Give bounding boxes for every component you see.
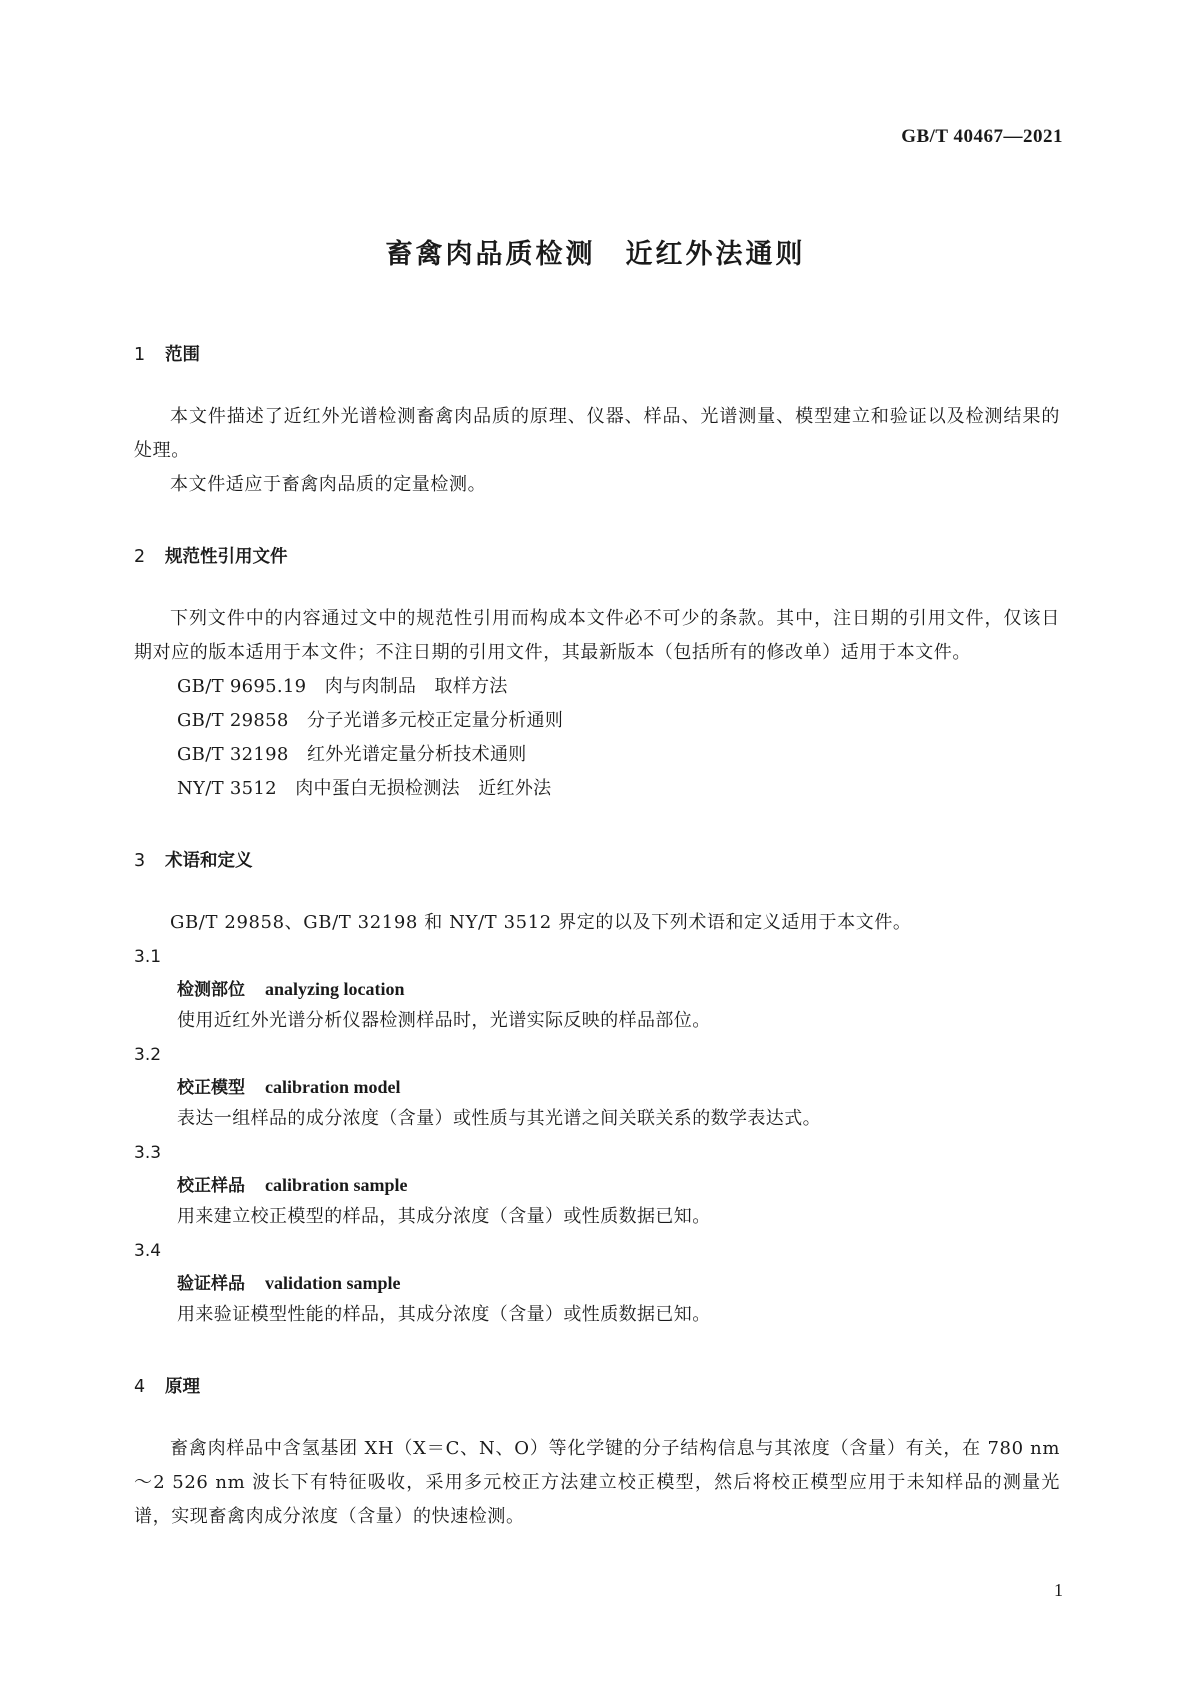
section-4-heading (134, 1372, 1060, 1402)
section-1-heading (134, 340, 1060, 370)
section-3-heading (134, 846, 1060, 876)
term-definition: 用来建立校正模型的样品，其成分浓度（含量）或性质数据已知。 (177, 1206, 711, 1227)
reference-item: GB/T 9695.19 肉与肉制品 取样方法 (177, 676, 508, 697)
term-zh: 校正模型 (177, 1078, 245, 1098)
term-definition: 用来验证模型性能的样品，其成分浓度（含量）或性质数据已知。 (177, 1304, 711, 1325)
document-body (134, 340, 1060, 1534)
term-number: 3.3 (134, 1143, 162, 1163)
section-title: 规范性引用文件 (165, 547, 288, 567)
section-title: 原理 (165, 1377, 200, 1397)
standard-code: GB/T 40467—2021 (901, 126, 1063, 147)
reference-item: GB/T 32198 红外光谱定量分析技术通则 (177, 744, 527, 765)
terms-intro: GB/T 29858、GB/T 32198 和 NY/T 3512 界定的以及下列术语和定义适用于本文件。 (170, 912, 912, 933)
term-definition: 表达一组样品的成分浓度（含量）或性质与其光谱之间关联关系的数学表达式。 (177, 1108, 821, 1129)
section-title: 术语和定义 (165, 851, 253, 871)
term-en: calibration model (265, 1077, 401, 1097)
term-zh: 验证样品 (177, 1274, 245, 1294)
document-title: 畜禽肉品质检测 近红外法通则 (385, 239, 806, 270)
reference-item: NY/T 3512 肉中蛋白无损检测法 近红外法 (177, 778, 552, 799)
term-number: 3.4 (134, 1241, 162, 1261)
term-number: 3.1 (134, 947, 162, 967)
scope-paragraph: 本文件适应于畜禽肉品质的定量检测。 (170, 474, 487, 495)
term-definition: 使用近红外光谱分析仪器检测样品时，光谱实际反映的样品部位。 (177, 1010, 711, 1031)
principle-paragraph: 畜禽肉样品中含氢基团 XH（X＝C、N、O）等化学键的分子结构信息与其浓度（含量）有关，在 780 nm～2 526 nm 波长下有特征吸收，采用多元校正方法建立校正模型，然后将校正模型应用于未知样品的测量光谱，实现畜禽肉成分浓度（含量）的快速检测。 (134, 1438, 1060, 1527)
page-number: 1 (1054, 1580, 1063, 1600)
term-en: calibration sample (265, 1175, 408, 1195)
section-title: 范围 (165, 345, 200, 365)
term-heading (134, 1170, 1060, 1200)
scope-paragraph: 本文件描述了近红外光谱检测畜禽肉品质的原理、仪器、样品、光谱测量、模型建立和验证以及检测结果的处理。 (134, 406, 1060, 461)
section-number: 4 (134, 1377, 146, 1397)
section-2-heading (134, 542, 1060, 572)
section-number: 3 (134, 851, 146, 871)
term-en: validation sample (265, 1273, 401, 1293)
term-zh: 校正样品 (177, 1176, 245, 1196)
term-en: analyzing location (265, 979, 405, 999)
references-intro: 下列文件中的内容通过文中的规范性引用而构成本文件必不可少的条款。其中，注日期的引用文件，仅该日期对应的版本适用于本文件；不注日期的引用文件，其最新版本（包括所有的修改单）适用于本文件。 (134, 608, 1060, 663)
section-number: 2 (134, 547, 146, 567)
term-number: 3.2 (134, 1045, 162, 1065)
term-heading (134, 974, 1060, 1004)
term-heading (134, 1268, 1060, 1298)
section-number: 1 (134, 345, 146, 365)
term-zh: 检测部位 (177, 980, 245, 1000)
reference-item: GB/T 29858 分子光谱多元校正定量分析通则 (177, 710, 564, 731)
term-heading (134, 1072, 1060, 1102)
